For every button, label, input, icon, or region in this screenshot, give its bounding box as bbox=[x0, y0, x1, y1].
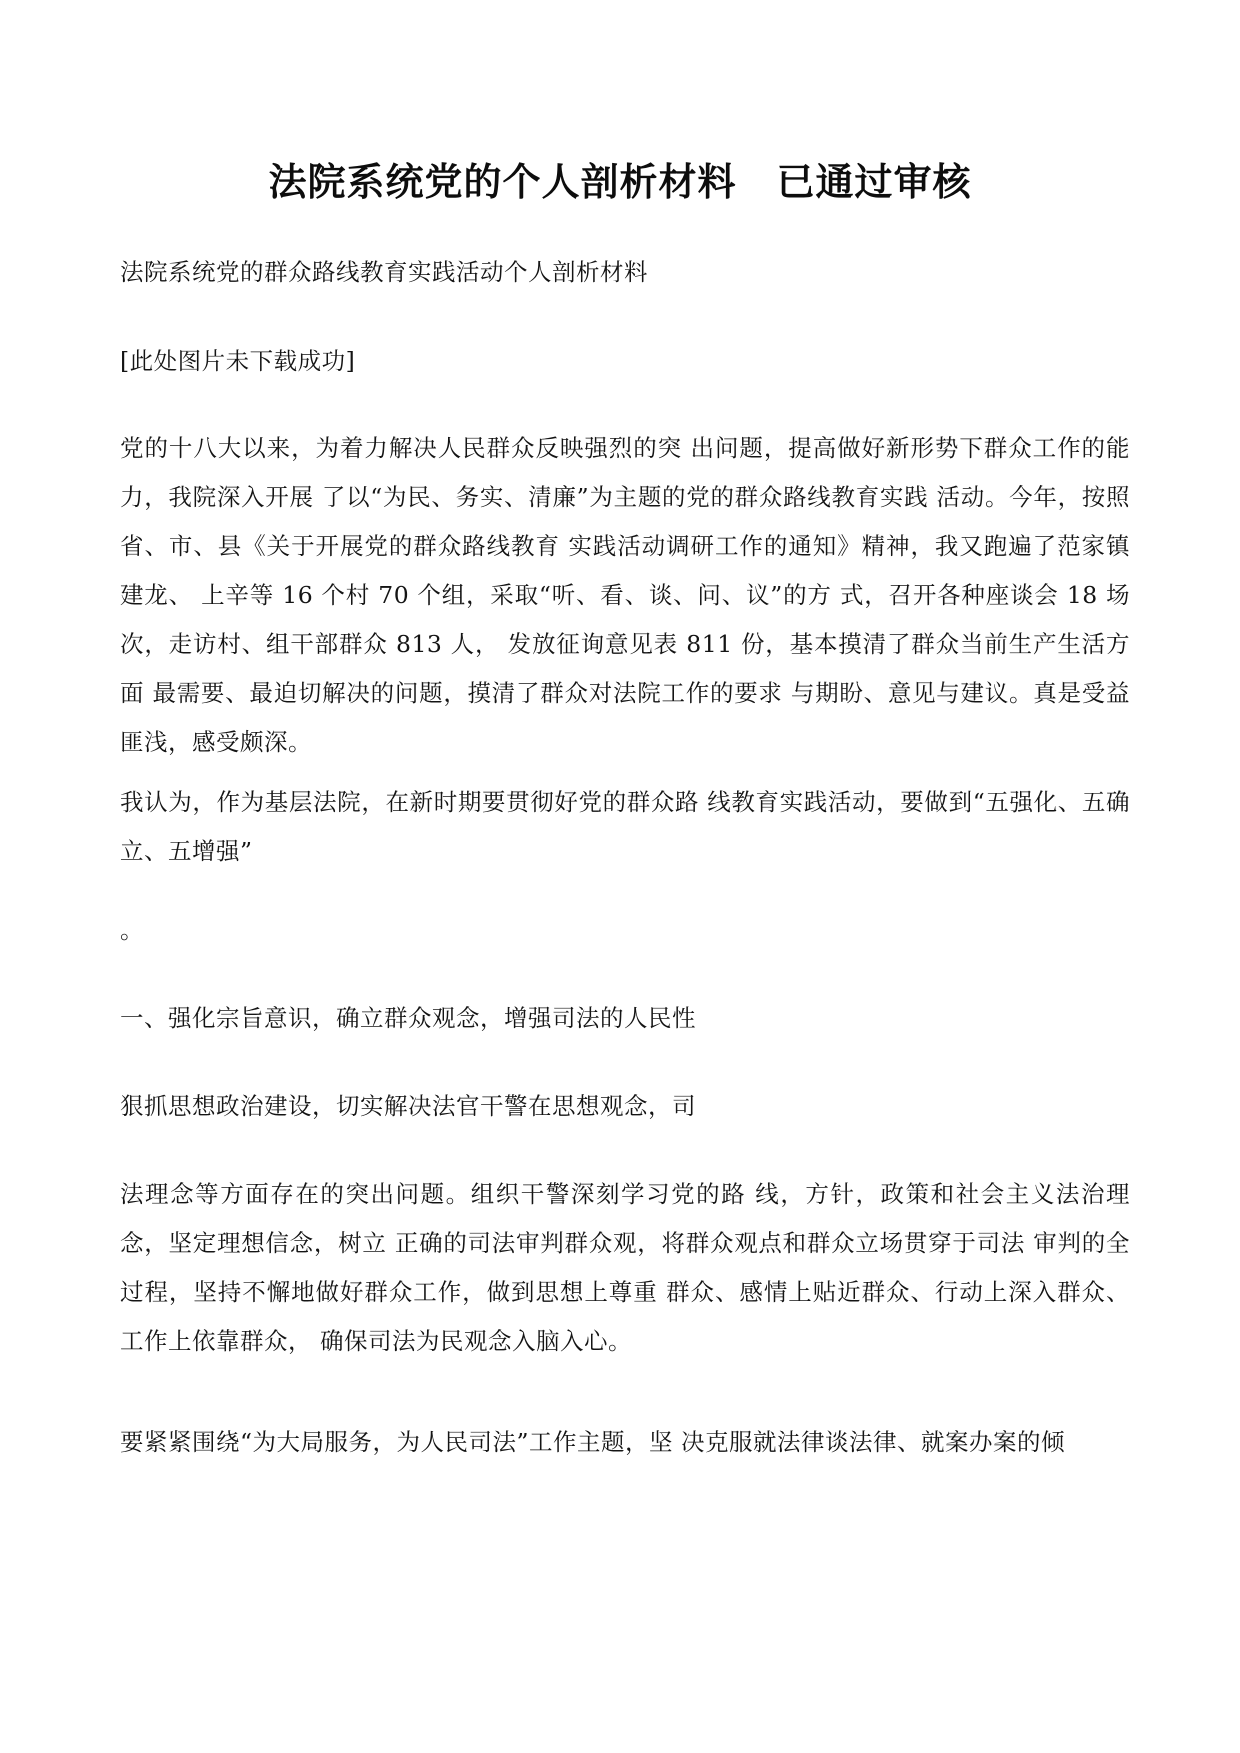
section-heading-1: 一、强化宗旨意识，确立群众观念，增强司法的人民性 bbox=[120, 1004, 696, 1032]
title-status: 已通过审核 bbox=[776, 160, 972, 204]
paragraph-ideology: 狠抓思想政治建设，切实解决法官干警在思想观念，司 bbox=[120, 1092, 696, 1120]
paragraph-theme: 要紧紧围绕“为大局服务，为人民司法”工作主题，坚 决克服就法律谈法律、就案办案的倾 bbox=[120, 1428, 1065, 1456]
document-title bbox=[0, 152, 1240, 212]
paragraph-opinion: 我认为，作为基层法院，在新时期要贯彻好党的群众路 线教育实践活动，要做到“五强化、五确立、五增强” bbox=[120, 788, 1130, 865]
paragraph-concepts: 法理念等方面存在的突出问题。组织干警深刻学习党的路 线，方针，政策和社会主义法治理念，坚定理想信念，树立 正确的司法审判群众观，将群众观点和群众立场贯穿于司法 审判的全过程，坚持不懈地做好群众工作，做到思想上尊重 群众、感情上贴近群众、行动上深入群众、工作上依靠群众， 确保司法为民观念入脑入心。 bbox=[120, 1180, 1130, 1355]
image-placeholder-text: [此处图片未下载成功] bbox=[120, 347, 356, 375]
document-subtitle: 法院系统党的群众路线教育实践活动个人剖析材料 bbox=[120, 258, 648, 286]
paragraph-period: 。 bbox=[120, 916, 144, 944]
title-main: 法院系统党的个人剖析材料 bbox=[268, 160, 737, 204]
paragraph-intro: 党的十八大以来，为着力解决人民群众反映强烈的突 出问题，提高做好新形势下群众工作的能力，我院深入开展 了以“为民、务实、清廉”为主题的党的群众路线教育实践 活动。今年，按照省、市、县《关于开展党的群众路线教育 实践活动调研工作的通知》精神，我又跑遍了范家镇建龙、 上辛等 16 个村 70 个组，采取“听、看、谈、问、议”的方 式，召开各种座谈会 18 场次，走访村、组干部群众 813 人， 发放征询意见表 811 份，基本摸清了群众当前生产生活方面 最需要、最迫切解决的问题，摸清了群众对法院工作的要求 与期盼、意见与建议。真是受益匪浅，感受颇深。 bbox=[120, 434, 1130, 756]
